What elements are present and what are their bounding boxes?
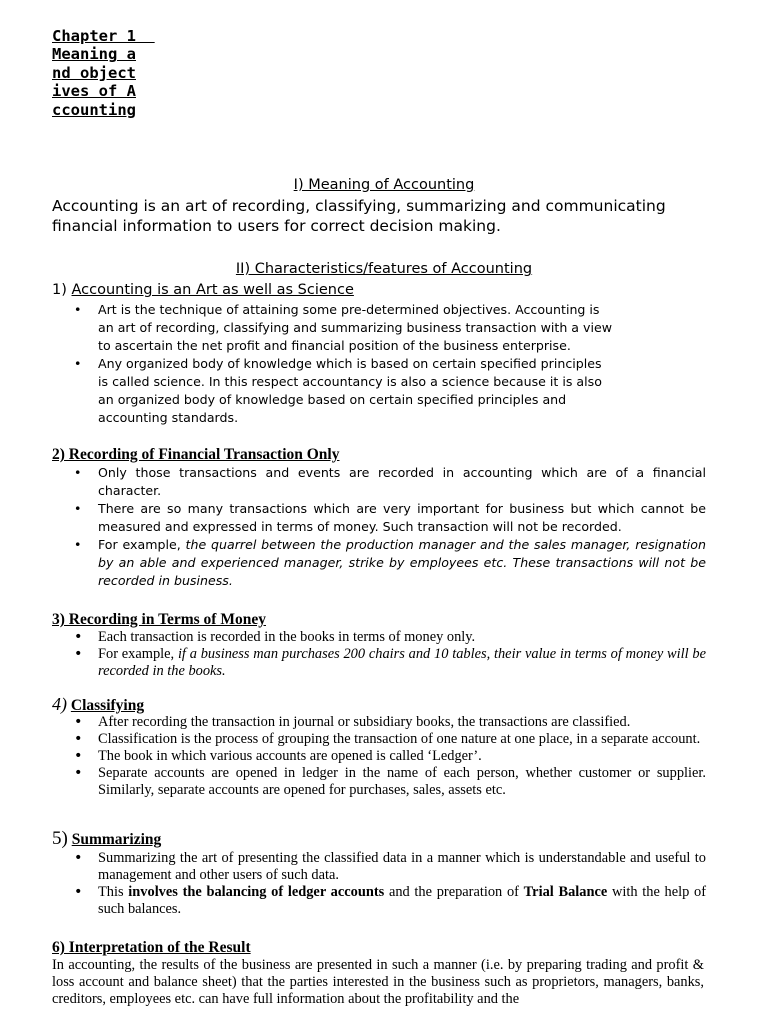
meaning-paragraph: Accounting is an art of recording, classifying, summarizing and communicating financial information to users for correct decision making. — [52, 197, 666, 235]
text-run: This — [98, 884, 129, 900]
section-heading-characteristics: II) Characteristics/features of Accounting — [235, 261, 533, 277]
item3-title: 3) Recording in Terms of Money — [52, 611, 266, 628]
item3-bullet-list — [52, 629, 706, 680]
text-run: and the preparation of — [384, 884, 524, 900]
item6-paragraph: In accounting, the results of the business are presented in such a manner (i.e. by preparing trading and profit & loss account and balance sheet) that the parties interested in the business such as proprietors, managers, banks, creditors, employees etc. can have full information about the profitability and the — [52, 957, 704, 1007]
item1-number: 1) — [52, 282, 67, 298]
list-item: • Summarizing the art of presenting the classified data in a manner which is understandable and useful to management and other users of such data. — [98, 850, 706, 884]
item1-bullet-list — [52, 301, 614, 427]
item2-bullet-list — [52, 464, 706, 590]
example-lead: For example, — [98, 646, 178, 662]
text-run: with the help of such balances. — [98, 884, 707, 917]
section-heading-meaning: I) Meaning of Accounting — [293, 177, 475, 193]
list-item: • Separate accounts are opened in ledger in the name of each person, whether customer or supplier. Similarly, separate accounts are opened for purchases, sales, assets etc. — [98, 765, 706, 799]
example-text: if a business man purchases 200 chairs and 10 tables, their value in terms of money will be recorded in the books. — [98, 646, 707, 679]
item6-heading — [52, 939, 251, 957]
list-item: • The book in which various accounts are opened is called ‘Ledger’. — [98, 748, 706, 765]
list-item: • Each transaction is recorded in the books in terms of money only. — [98, 629, 706, 646]
item5-heading — [52, 828, 161, 851]
list-item: • Any organized body of knowledge which is based on certain specified principles is called science. In this respect accountancy is also a science because it is also an organized body of knowledge based on certain specified principles and accounting standards. — [98, 355, 614, 427]
item4-title: Classifying — [70, 697, 145, 714]
bold-run: Trial Balance — [523, 884, 608, 900]
example-text: the quarrel between the production manager and the sales manager, resignation by an able and experienced manager, strike by employees etc. These transactions will not be recorded in business. — [98, 537, 706, 588]
item2-title: 2) Recording of Financial Transaction Only — [52, 446, 340, 463]
item5-number: 5) — [52, 828, 68, 849]
item4-bullet-list — [52, 714, 706, 799]
list-item: • Classification is the process of grouping the transaction of one nature at one place, in a separate account. — [98, 731, 706, 748]
list-item — [98, 646, 706, 680]
item4-heading — [52, 694, 144, 716]
list-item — [98, 536, 706, 590]
list-item: • After recording the transaction in journal or subsidiary books, the transactions are classified. — [98, 714, 706, 731]
chapter-title: Chapter 1 Meaning and objectives of Accounting — [52, 27, 155, 119]
item4-number: 4) — [52, 694, 67, 714]
list-item: • There are so many transactions which are very important for business but which cannot be measured and expressed in terms of money. Such transaction will not be recorded. — [98, 500, 706, 536]
example-lead: For example, — [98, 537, 186, 552]
item1-title: Accounting is an Art as well as Science — [71, 282, 354, 298]
bold-run: involves the balancing of ledger accounts — [128, 884, 385, 900]
list-item: • Art is the technique of attaining some pre-determined objectives. Accounting is an art of recording, classifying and summarizing business transaction with a view to ascertain the net profit and financial position of the business enterprise. — [98, 301, 614, 355]
item2-heading — [52, 446, 339, 464]
list-item: • Only those transactions and events are recorded in accounting which are of a financial character. — [98, 464, 706, 500]
item1-heading — [52, 281, 354, 299]
list-item — [98, 884, 706, 918]
item6-title: 6) Interpretation of the Result — [52, 939, 251, 956]
item5-title: Summarizing — [71, 831, 162, 848]
item3-heading — [52, 611, 266, 629]
item5-bullet-list — [52, 850, 706, 918]
